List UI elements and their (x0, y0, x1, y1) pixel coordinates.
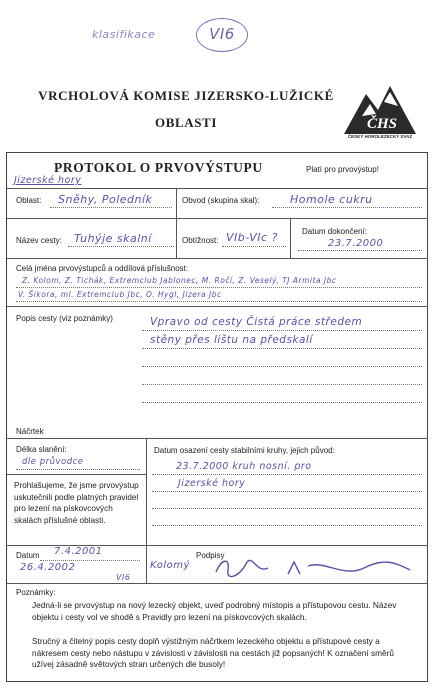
popis-label: Popis cesty (viz poznámky) (16, 314, 113, 323)
area-written: Jizerské hory (14, 175, 82, 186)
notes-paragraph-1: Jedná-li se prvovýstup na nový lezecký objekt, uveď podrobný místopis a přístupovou cestu. Název objektu i cesty vol ve shodě s Pravidly pro lezení na pískovcových skalách. (32, 600, 397, 622)
valid-for-note: Platí pro prvovýstup! (306, 165, 379, 174)
notes-title: Poznámky: (16, 588, 56, 597)
popis-line-1: Vpravo od cesty Čistá práce středem (150, 316, 363, 328)
header-line-2: OBLASTI (154, 115, 217, 130)
obtiznost-label: Obtížnost: (182, 236, 219, 245)
podpisy-label: Podpisy (196, 551, 225, 560)
grade-badge: VI6 (196, 18, 248, 52)
chs-logo (340, 76, 420, 142)
jmena-line-2: V. Šikora, ml. Extremclub Jbc, O. Hygl, Jizera Jbc (18, 290, 222, 299)
datum-dokonceni-value: 23.7.2000 (328, 238, 384, 249)
signature-3 (284, 556, 414, 580)
datum-value-2: 26.4.2002 (20, 562, 76, 573)
handwritten-note: klasifikace (92, 28, 156, 41)
jmena-label: Celá jména prvovýstupců a oddílová příslušnost: (16, 264, 189, 273)
nacrtek-label: Náčrtek (16, 427, 44, 436)
nazev-value: Tuhýje skalní (74, 232, 152, 245)
delka-value: dle průvodce (22, 457, 84, 467)
obvod-value: Homole cukru (290, 193, 373, 206)
svg-text:ČHS: ČHS (366, 116, 398, 132)
signature-1: Kolomý (150, 560, 190, 571)
datum-dokonceni-label: Datum dokončení: (302, 227, 367, 236)
datum-label: Datum (16, 551, 40, 560)
signature-2 (212, 556, 272, 580)
popis-line-2: stěny přes lištu na předskalí (150, 334, 313, 346)
header-line-1: VRCHOLOVÁ KOMISE JIZERSKO-LUŽICKÉ (38, 88, 334, 103)
oblast-value: Sněhy, Poledník (58, 193, 153, 206)
form-title: PROTOKOL O PRVOVÝSTUPU (54, 160, 263, 175)
obvod-label: Obvod (skupina skal): (182, 196, 260, 205)
nazev-label: Název cesty: (16, 236, 62, 245)
delka-label: Délka slanění: (16, 445, 67, 454)
jmena-line-1: Z. Kolom, Z. Tichák, Extremclub Jablonec, M. Ročí, Z. Veselý, TJ Armita Jbc (22, 276, 337, 285)
obtiznost-value: VIb-VIc ? (226, 231, 278, 244)
osazeni-label: Datum osazení cesty stabilními kruhy, jejich původ: (154, 446, 335, 455)
vib-note: VI6 (116, 573, 131, 582)
datum-value-1: 7.4.2001 (54, 546, 103, 557)
logo-caption: ČESKÝ HOROLEZECKÝ SVAZ (347, 134, 413, 139)
notes-paragraph-2: Stručný a čitelný popis cesty doplň výstižným náčrtkem lezeckého objektu a přístupové cesty a nákresem cesty nebo nástupu v závislosti v závislosti na cestách již popsaných! K označení směrů užívej zásadně světových stran určených dle busoly! (32, 636, 395, 669)
osazeni-line-1: 23.7.2000 kruh nosní. pro (176, 461, 312, 472)
oblast-label: Oblast: (16, 196, 42, 205)
osazeni-line-2: Jizerské hory (178, 478, 246, 489)
prohlaseni-text: Prohlašujeme, že jsme prvovýstup uskutečnili podle platných pravidel pro lezení na pískovcových skalách příslušné oblasti. (14, 481, 139, 525)
